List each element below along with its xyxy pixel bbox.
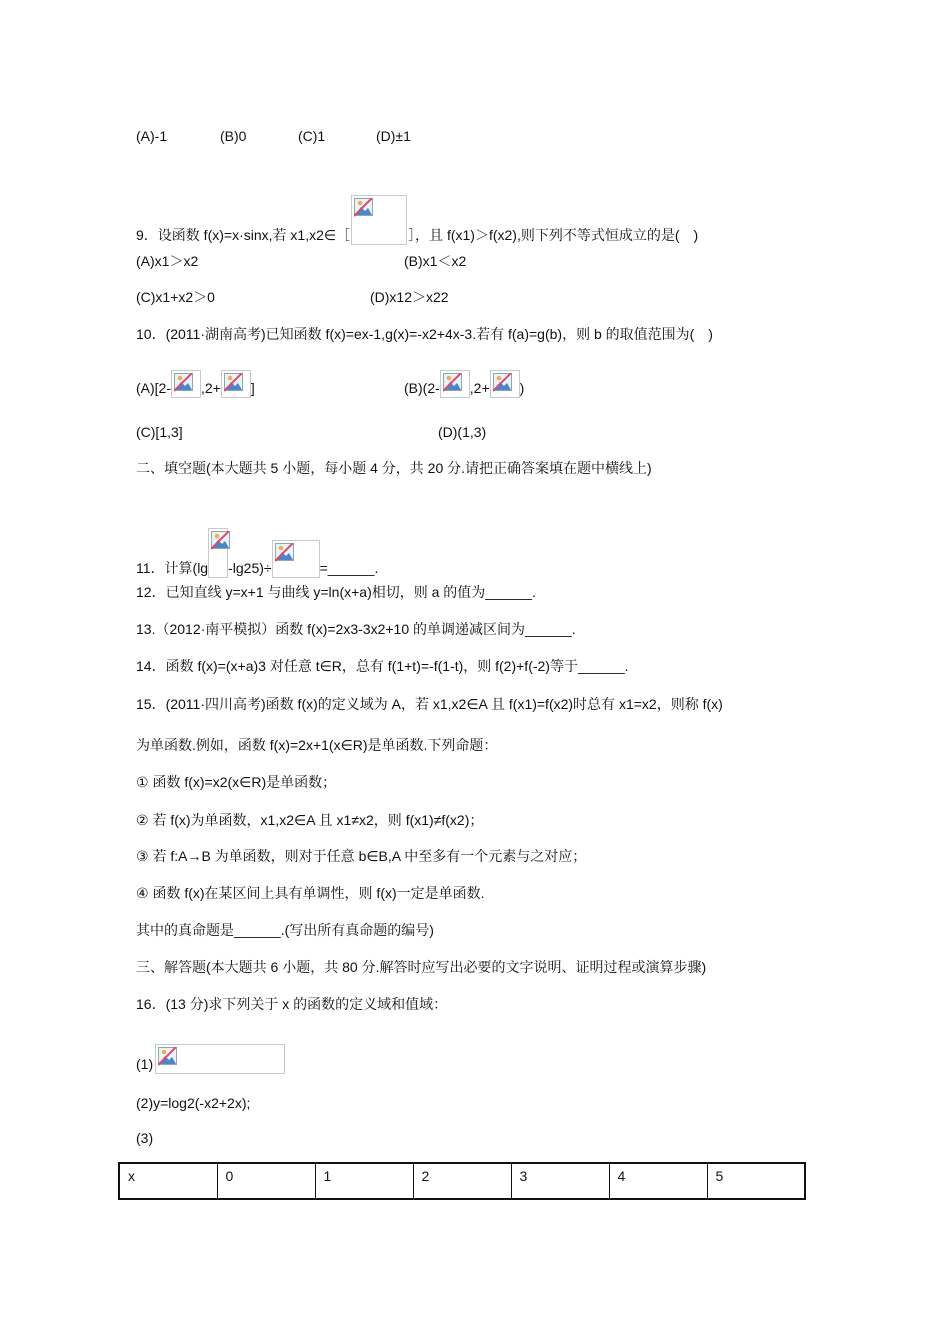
q8-option-c: (C)1 <box>298 128 326 144</box>
q10-b-mid: ,2+ <box>469 380 490 396</box>
q9-option-a: (A)x1＞x2 <box>136 253 199 269</box>
broken-image-icon <box>272 540 320 578</box>
q14: 14．函数 f(x)=(x+a)3 对任意 t∈R，总有 f(1+t)=-f(1-t)，则 f(2)+f(-2)等于______. <box>136 658 629 674</box>
broken-image-icon <box>208 528 228 578</box>
q11-pre: 11．计算(lg <box>136 560 209 576</box>
q15-proposition-1: ① 函数 f(x)=x2(x∈R)是单函数； <box>136 774 337 790</box>
q10-stem: 10．(2011·湖南高考)已知函数 f(x)=ex-1,g(x)=-x2+4x-3.若有 f(a)=g(b)，则 b 的取值范围为( ) <box>136 326 713 342</box>
table-row <box>119 1163 805 1199</box>
q9-stem-post: ］，且 f(x1)＞f(x2),则下列不等式恒成立的是( ) <box>408 227 699 243</box>
q15-line-1: 15．(2011·四川高考)函数 f(x)的定义域为 A，若 x1,x2∈A 且 f(x1)=f(x2)时总有 x1=x2，则称 f(x) <box>136 696 723 712</box>
q9-stem <box>136 195 698 245</box>
section-3-heading: 三、解答题(本大题共 6 小题，共 80 分.解答时应写出必要的文字说明、证明过程或演算步骤) <box>136 959 707 975</box>
broken-image-icon <box>221 370 251 398</box>
q11-post: =______. <box>319 560 379 576</box>
q15-question: 其中的真命题是______.(写出所有真命题的编号) <box>136 922 434 938</box>
q8-option-b: (B)0 <box>220 128 247 144</box>
table-cell: 3 <box>511 1163 609 1199</box>
table-cell: 0 <box>217 1163 315 1199</box>
q16-part-1-label: (1) <box>136 1056 154 1072</box>
q8-option-d: (D)±1 <box>376 128 411 144</box>
table-cell: x <box>119 1163 217 1199</box>
q8-option-a: (A)-1 <box>136 128 168 144</box>
q10-a-mid: ,2+ <box>201 380 221 396</box>
table-cell: 4 <box>609 1163 707 1199</box>
q13: 13.（2012·南平模拟）函数 f(x)=2x3-3x2+10 的单调递减区间为______. <box>136 621 576 637</box>
q15-line-2: 为单函数.例如，函数 f(x)=2x+1(x∈R)是单函数.下列命题： <box>136 737 498 753</box>
broken-image-icon <box>440 370 470 398</box>
q9-option-b: (B)x1＜x2 <box>404 253 467 269</box>
q11 <box>136 528 378 578</box>
table-cell: 5 <box>707 1163 805 1199</box>
broken-image-icon <box>171 370 201 398</box>
section-2-heading: 二、填空题(本大题共 5 小题，每小题 4 分，共 20 分.请把正确答案填在题中横线上) <box>136 460 652 476</box>
q10-option-c: (C)[1,3] <box>136 424 183 440</box>
q10-b-post: ) <box>519 380 525 396</box>
q16-stem: 16．(13 分)求下列关于 x 的函数的定义域和值域： <box>136 996 448 1012</box>
q10-b-pre: (B)(2- <box>404 380 440 396</box>
q9-stem-pre: 9．设函数 f(x)=x·sinx,若 x1,x2∈［ <box>136 227 351 243</box>
q16-part-2: (2)y=log2(-x2+2x); <box>136 1095 251 1111</box>
q15-proposition-4: ④ 函数 f(x)在某区间上具有单调性，则 f(x)一定是单函数. <box>136 885 485 901</box>
q15-proposition-2: ② 若 f(x)为单函数，x1,x2∈A 且 x1≠x2，则 f(x1)≠f(x2)； <box>136 812 484 828</box>
value-table <box>118 1162 806 1200</box>
q16-part-1 <box>136 1044 285 1074</box>
q10-a-pre: (A)[2- <box>136 380 171 396</box>
q15-proposition-3: ③ 若 f:A→B 为单函数，则对于任意 b∈B,A 中至多有一个元素与之对应； <box>136 848 587 864</box>
broken-image-icon <box>155 1044 285 1074</box>
q16-part-3: (3) <box>136 1130 154 1146</box>
q10-option-a <box>136 370 255 398</box>
q10-option-d: (D)(1,3) <box>438 424 487 440</box>
broken-image-icon <box>351 195 407 245</box>
q10-a-post: ] <box>250 380 255 396</box>
q9-option-d: (D)x12＞x22 <box>370 289 449 305</box>
q12: 12．已知直线 y=x+1 与曲线 y=ln(x+a)相切，则 a 的值为______. <box>136 584 536 600</box>
q11-mid: -lg25)÷ <box>228 560 272 576</box>
broken-image-icon <box>490 370 520 398</box>
q9-option-c: (C)x1+x2＞0 <box>136 289 215 305</box>
q10-option-b <box>404 370 524 398</box>
table-cell: 1 <box>315 1163 413 1199</box>
table-cell: 2 <box>413 1163 511 1199</box>
